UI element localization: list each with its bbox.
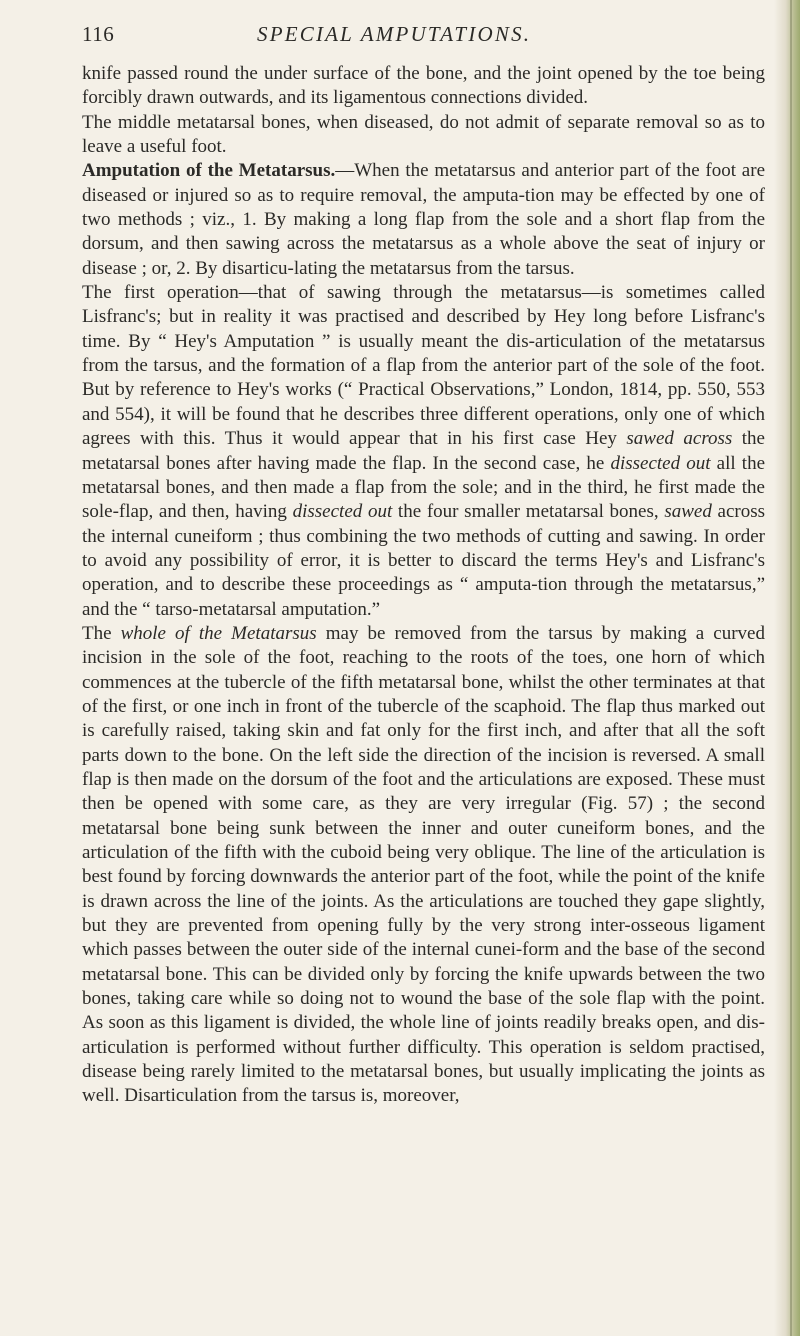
page-edge-shadow bbox=[774, 0, 800, 1336]
paragraph bbox=[82, 281, 765, 622]
italic-phrase: dissected out bbox=[292, 501, 393, 523]
text-run: —When the metatarsus and anterior part of the foot are diseased or injured so as to require removal, the amputa-tion may be effected by one of two methods ; viz., 1. By making a long flap from the sole and a short flap from the dorsum, and then sawing across the metatarsus as a whole above the seat of injury or disease ; or, 2. By disarticu-lating the metatarsus from the tarsus. bbox=[82, 160, 765, 279]
text-run: all the metatarsal bones, and then made a flap from the sole; and in the third, he first made the sole-flap, and then, having bbox=[82, 452, 766, 523]
text-run: knife passed round the under surface of the bone, and the joint opened by the toe being forcibly drawn outwards, and its ligamentous connections divided. bbox=[82, 63, 765, 109]
text-run: across the internal cuneiform ; thus combining the two methods of cutting and sawing. In order to avoid any possibility of error, it is better to discard the terms Hey's and Lisfranc's operation, and to describe these proceedings as “ amputa-tion through the metatarsus,” and the “ tarso-metatarsal amputation.” bbox=[82, 501, 766, 620]
body-text bbox=[82, 62, 765, 1109]
running-head: SPECIAL AMPUTATIONS. bbox=[257, 22, 532, 46]
run-in-heading: Amputation of the Metatarsus. bbox=[82, 160, 336, 182]
text-run: The first operation—that of sawing through the metatarsus—is sometimes called Lisfranc's; but in reality it was practised and described by Hey long before Lisfranc's time. By “ Hey's Amputation ” is usually meant the dis-articulation of the metatarsus from the tarsus, and the formation of a flap from the anterior part of the sole of the foot. But by reference to Hey's works (“ Practical Observations,” London, 1814, pp. 550, 553 and 554), it will be found that he describes three different operations, only one of which agrees with this. Thus it would appear that in his first case Hey bbox=[82, 282, 765, 450]
page-header bbox=[82, 22, 762, 52]
page-number: 116 bbox=[82, 22, 115, 46]
paragraph bbox=[82, 159, 765, 281]
text-run: may be removed from the tarsus by making a curved incision in the sole of the foot, reaching to the roots of the toes, one horn of which commences at the tubercle of the fifth metatarsal bone, whilst the other terminates at that of the first, or one inch in front of the tubercle of the scaphoid. The flap thus marked out is carefully raised, taking skin and fat only for the first inch, and after that all the soft parts down to the bone. On the left side the direction of the incision is reversed. A small flap is then made on the dorsum of the foot and the articulations are exposed. These must then be opened with some care, as they are very irregular (Fig. 57) ; the second metatarsal bone being sunk between the inner and outer cuneiform bones, and the articulation of the fifth with the cuboid being very oblique. The line of the articulation is best found by forcing downwards the anterior part of the foot, while the point of the knife is drawn across the line of the joints. As the articulations are touched they gape slightly, but they are prevented from opening fully by the very strong inter-osseous ligament which passes between the outer side of the internal cunei-form and the base of the second metatarsal bone. This can be divided only by forcing the knife upwards between the two bones, taking care while so doing not to wound the base of the sole flap with the point. As soon as this ligament is divided, the whole line of joints readily breaks open, and dis-articulation is performed without further difficulty. This operation is seldom practised, disease being rarely limited to the metatarsal bones, but usually implicating the joints as well. Disarticulation from the tarsus is, moreover, bbox=[82, 622, 765, 1107]
text-run: The middle metatarsal bones, when diseased, do not admit of separate removal so as to leave a useful foot. bbox=[82, 111, 765, 158]
italic-phrase: dissected out bbox=[610, 452, 711, 474]
text-run: The bbox=[82, 622, 121, 644]
italic-phrase: sawed bbox=[664, 501, 712, 523]
italic-phrase: sawed across bbox=[626, 428, 733, 450]
paragraph bbox=[82, 622, 765, 1109]
italic-phrase: whole of the Metatarsus bbox=[120, 622, 317, 644]
paragraph bbox=[82, 111, 765, 160]
paragraph bbox=[82, 62, 765, 111]
text-run: the four smaller metatarsal bones, bbox=[392, 501, 665, 523]
text-run: the metatarsal bones after having made the flap. In the second case, he bbox=[82, 428, 765, 474]
page-edge-line bbox=[790, 0, 792, 1336]
